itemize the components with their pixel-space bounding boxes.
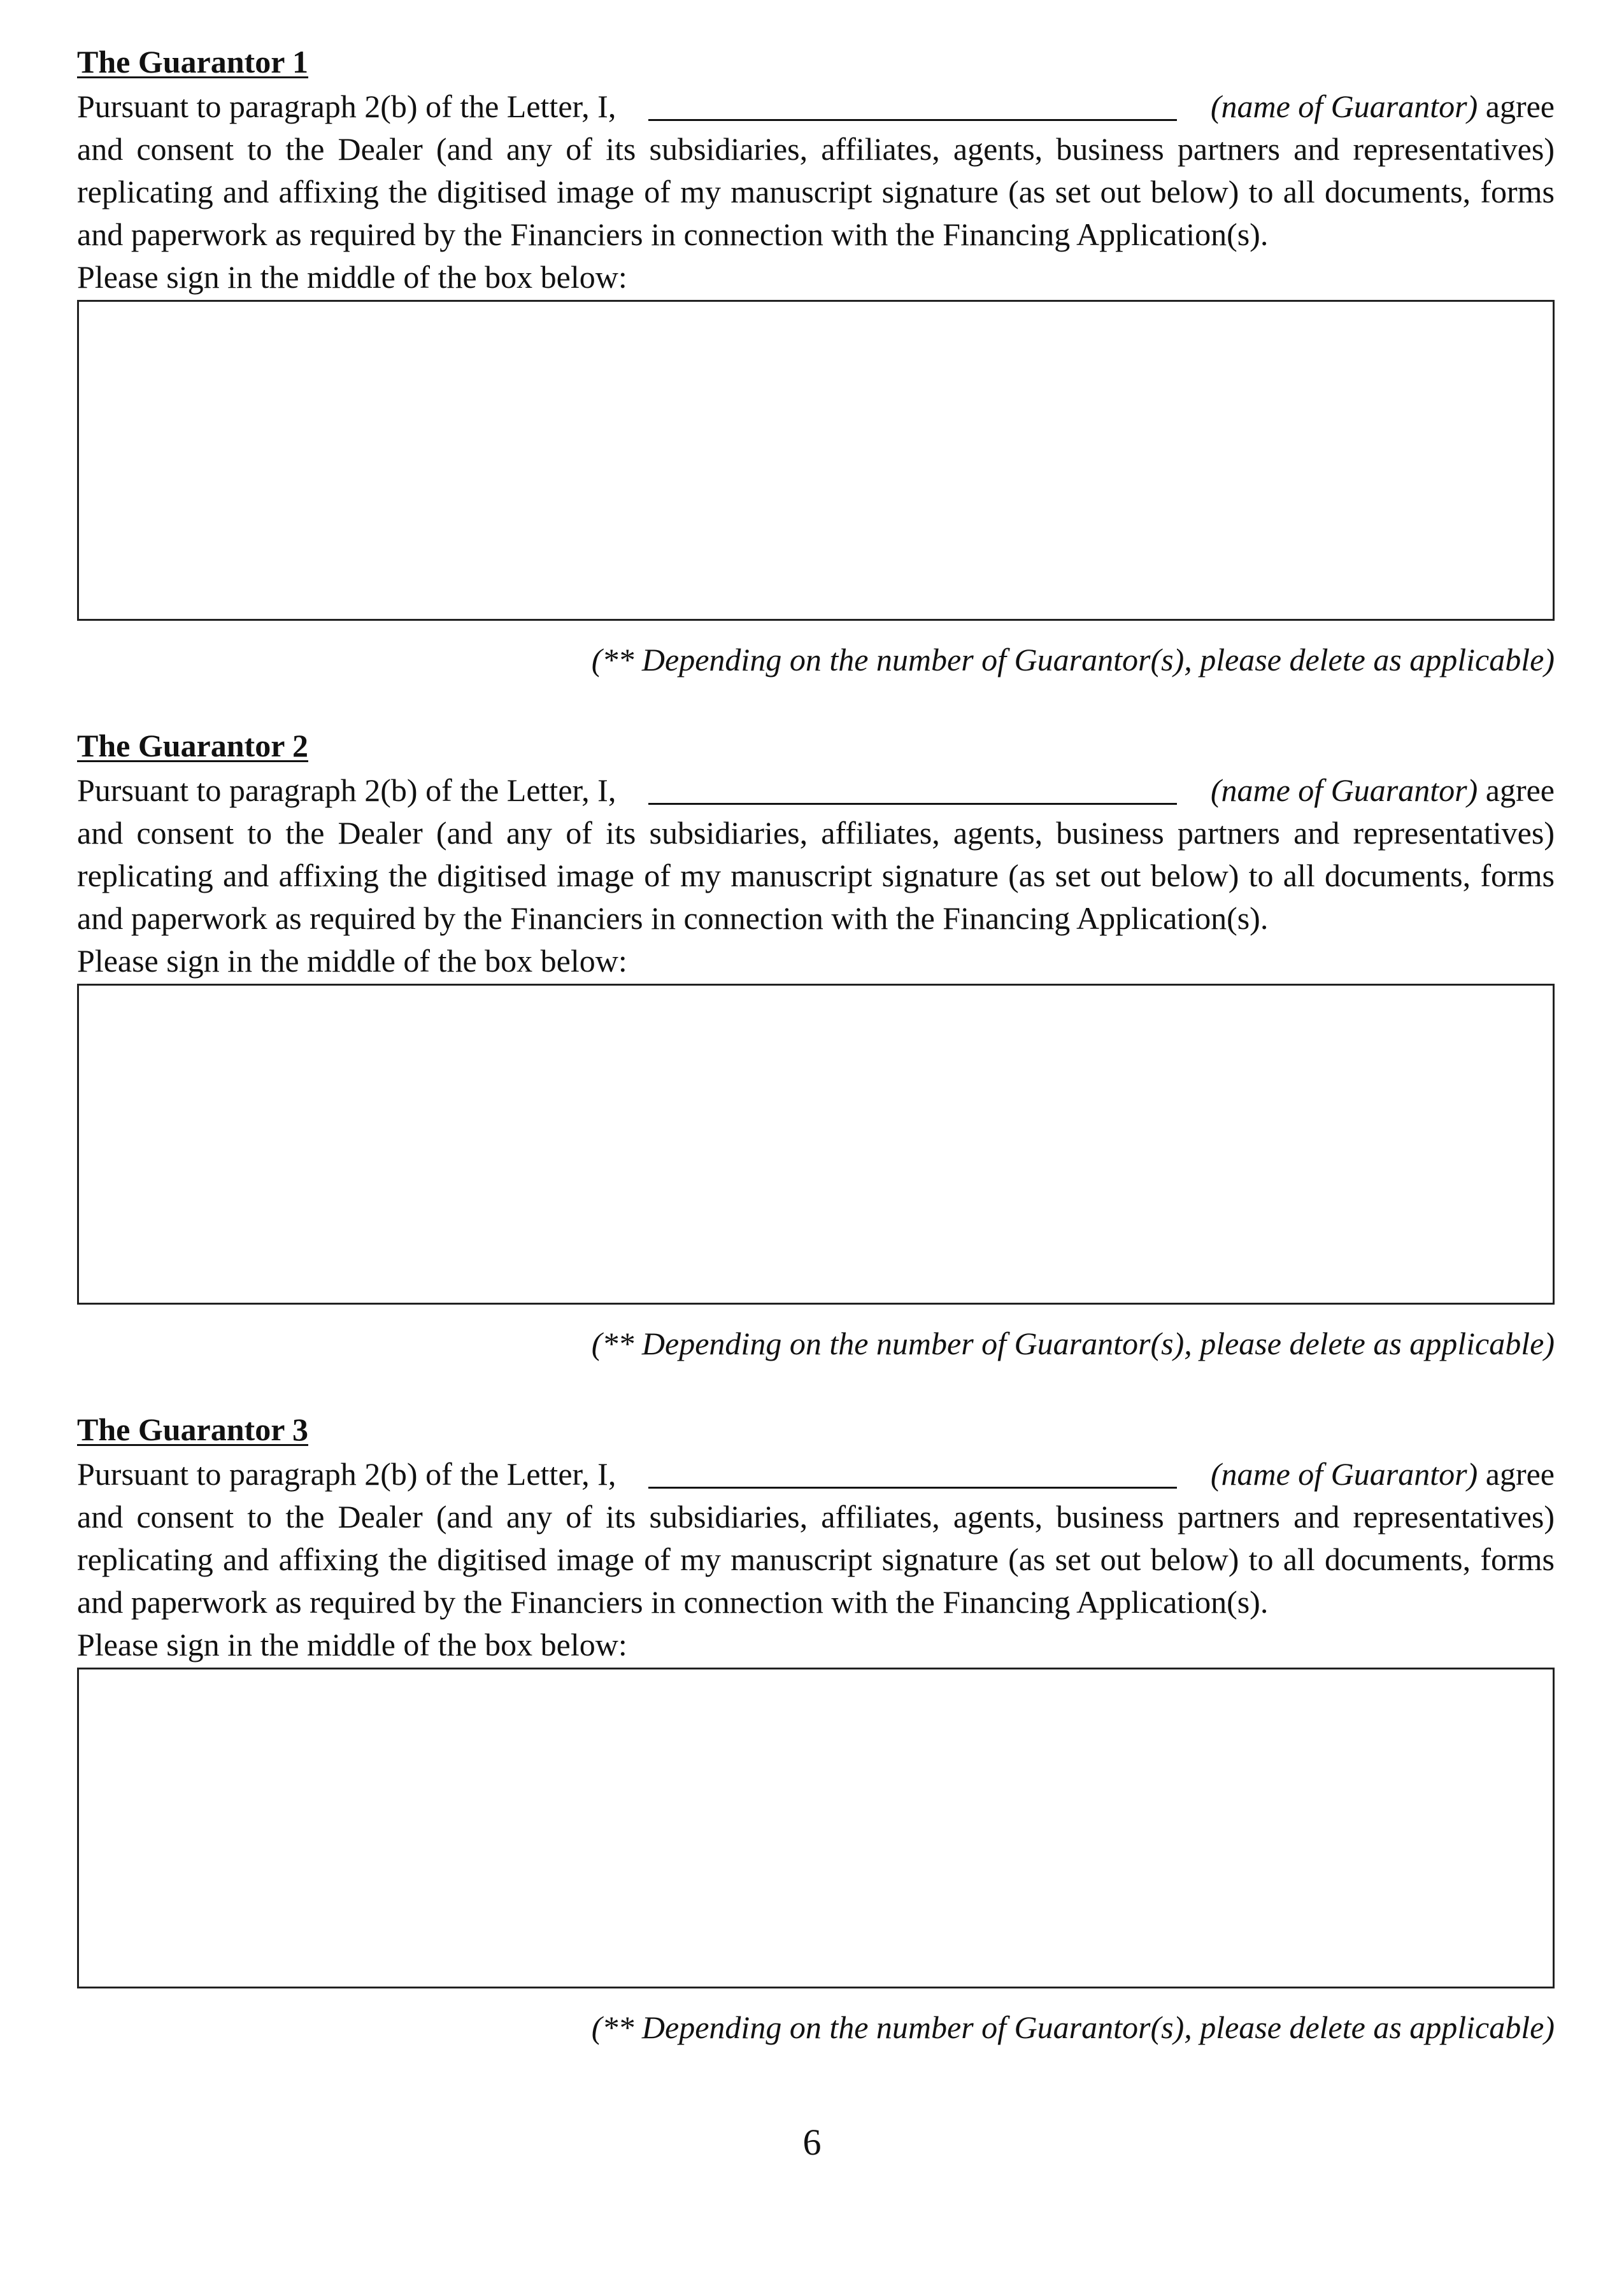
consent-suffix: agree [1485, 1456, 1555, 1492]
guarantor-1-heading: The Guarantor 1 [77, 44, 308, 80]
consent-prefix: Pursuant to paragraph 2(b) of the Letter, I, [77, 89, 616, 124]
guarantor-3-name-field[interactable] [648, 1455, 1177, 1489]
guarantor-1-note: (** Depending on the number of Guarantor(s), please delete as applicable) [591, 642, 1555, 677]
guarantor-2-consent-line-3: replicating and affixing the digitised image of my manuscript signature (as set out below) to all documents, forms [77, 858, 1555, 893]
guarantor-2-name-field[interactable] [648, 771, 1177, 805]
consent-suffix: agree [1485, 89, 1555, 124]
guarantor-3-consent-line-4: and paperwork as required by the Financiers in connection with the Financing Application(s). [77, 1584, 1269, 1620]
guarantor-3-section [77, 1408, 1555, 2049]
name-hint: (name of Guarantor) [1210, 89, 1478, 124]
guarantor-3-signature-box[interactable] [77, 1668, 1555, 1988]
guarantor-2-section [77, 725, 1555, 1365]
guarantor-2-sign-instruction: Please sign in the middle of the box below: [77, 943, 627, 979]
page-number: 6 [802, 2122, 822, 2163]
consent-prefix: Pursuant to paragraph 2(b) of the Letter, I, [77, 772, 616, 808]
guarantor-2-note: (** Depending on the number of Guarantor(s), please delete as applicable) [591, 1326, 1555, 1361]
guarantor-2-consent-line-1 [77, 767, 1555, 812]
guarantor-1-consent-line-1 [77, 83, 1555, 128]
guarantor-1-section [77, 41, 1555, 681]
guarantor-3-note: (** Depending on the number of Guarantor(s), please delete as applicable) [591, 2009, 1555, 2045]
guarantor-3-sign-instruction: Please sign in the middle of the box below: [77, 1627, 627, 1662]
name-hint-group [1211, 769, 1555, 812]
guarantor-3-heading: The Guarantor 3 [77, 1412, 308, 1447]
guarantor-2-consent-line-2: and consent to the Dealer (and any of its subsidiaries, affiliates, agents, business partners and representatives) [77, 815, 1555, 851]
guarantor-1-consent-line-3: replicating and affixing the digitised image of my manuscript signature (as set out below) to all documents, forms [77, 174, 1555, 209]
guarantor-2-heading: The Guarantor 2 [77, 728, 308, 763]
guarantor-2-consent-line-4: and paperwork as required by the Financiers in connection with the Financing Application(s). [77, 900, 1269, 936]
guarantor-1-consent-line-2: and consent to the Dealer (and any of its subsidiaries, affiliates, agents, business partners and representatives) [77, 131, 1555, 167]
guarantor-1-sign-instruction: Please sign in the middle of the box below: [77, 259, 627, 295]
guarantor-3-consent-line-3: replicating and affixing the digitised image of my manuscript signature (as set out below) to all documents, forms [77, 1541, 1555, 1577]
guarantor-3-consent-line-2: and consent to the Dealer (and any of its subsidiaries, affiliates, agents, business partners and representatives) [77, 1499, 1555, 1534]
guarantor-2-signature-box[interactable] [77, 984, 1555, 1305]
name-hint-group [1211, 1453, 1555, 1496]
guarantor-1-signature-box[interactable] [77, 300, 1555, 621]
guarantor-1-consent-line-4: and paperwork as required by the Financiers in connection with the Financing Application(s). [77, 216, 1269, 252]
consent-prefix: Pursuant to paragraph 2(b) of the Letter, I, [77, 1456, 616, 1492]
guarantor-1-name-field[interactable] [648, 87, 1177, 121]
name-hint: (name of Guarantor) [1210, 1456, 1478, 1492]
name-hint: (name of Guarantor) [1210, 772, 1478, 808]
guarantor-3-consent-line-1 [77, 1451, 1555, 1496]
consent-suffix: agree [1485, 772, 1555, 808]
name-hint-group [1211, 85, 1555, 128]
